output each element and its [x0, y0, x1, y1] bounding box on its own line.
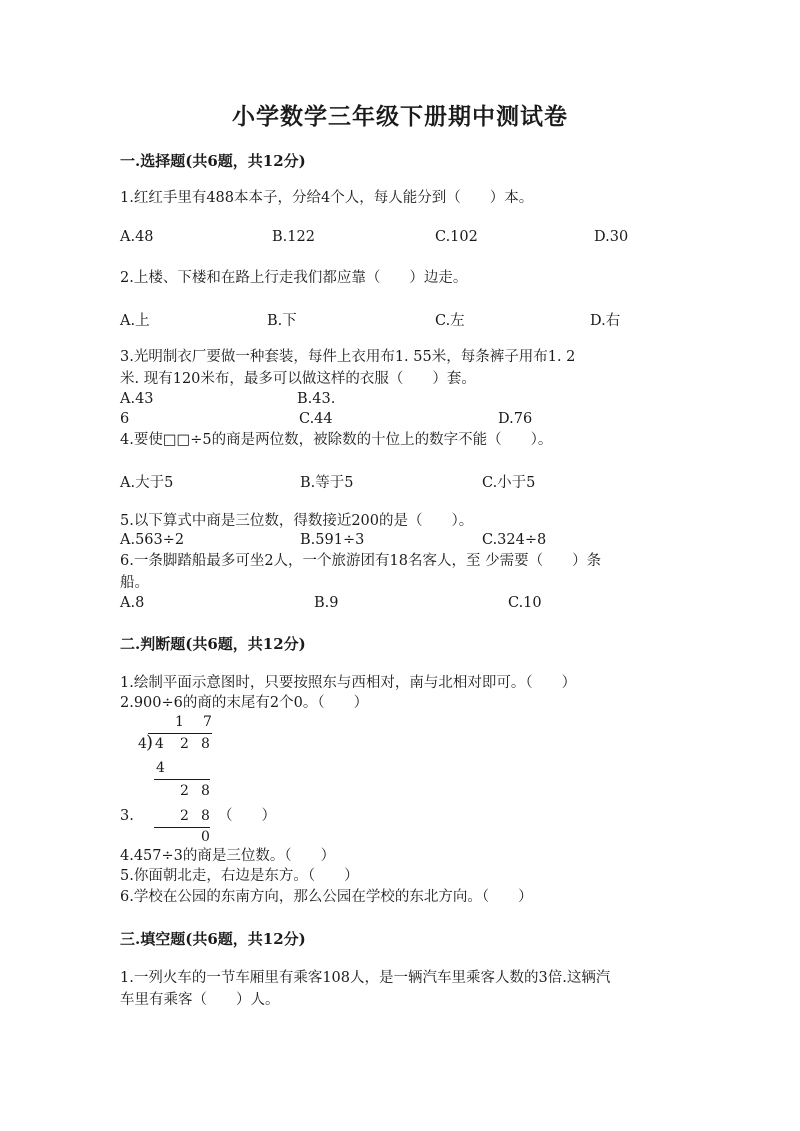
- option: C.102: [435, 229, 478, 245]
- option: C.左: [435, 313, 465, 329]
- step-digit: 8: [201, 808, 210, 824]
- option: B.591÷3: [300, 532, 365, 548]
- option: D.右: [590, 313, 621, 329]
- question-stem: 2.900÷6的商的末尾有2个0。（ ）: [120, 695, 369, 711]
- option: A.563÷2: [120, 532, 185, 548]
- remainder-digit: 0: [201, 829, 210, 845]
- quotient-digit: 1: [175, 714, 184, 730]
- dividend-digit: 2: [180, 736, 189, 752]
- option: A.上: [120, 313, 150, 329]
- dividend-digit: 8: [201, 736, 210, 752]
- question-stem-line: 船。: [120, 575, 149, 591]
- option: 6: [120, 411, 130, 427]
- step-digit: 2: [180, 808, 189, 824]
- question-stem-line: 米. 现有120米布，最多可以做这样的衣服（ ）套。: [120, 371, 476, 387]
- step-digit: 2: [180, 783, 189, 799]
- section-heading: 三.填空题(共6题，共12分): [120, 930, 306, 948]
- question-stem-line: 车里有乘客（ ）人。: [120, 992, 280, 1008]
- option: C.44: [299, 411, 333, 427]
- option: B.下: [267, 313, 297, 329]
- question-stem: 4.457÷3的商是三位数。（ ）: [120, 848, 336, 864]
- question-stem: 2.上楼、下楼和在路上行走我们都应靠（ ）边走。: [120, 270, 468, 286]
- page-title: 小学数学三年级下册期中测试卷: [232, 103, 568, 130]
- option: D.76: [498, 411, 533, 427]
- option: A.43: [120, 391, 154, 407]
- option: A.48: [120, 229, 154, 245]
- question-stem-line: 1.一列火车的一节车厢里有乘客108人，是一辆汽车里乘客人数的3倍.这辆汽: [120, 970, 611, 986]
- option: D.30: [594, 229, 629, 245]
- question-stem: 5.以下算式中商是三位数，得数接近200的是（ ）。: [120, 513, 474, 529]
- option: B.122: [272, 229, 315, 245]
- section-heading: 二.判断题(共6题，共12分): [120, 635, 306, 653]
- long-division-figure: [128, 712, 238, 847]
- divisor: 4: [138, 736, 147, 752]
- option: B.43.: [297, 391, 336, 407]
- division-bar: [148, 733, 212, 734]
- option: C.324÷8: [482, 532, 547, 548]
- question-stem: 5.你面朝北走，右边是东方。（ ）: [120, 868, 359, 884]
- quotient-digit: 7: [203, 714, 212, 730]
- question-number: 3.: [120, 808, 134, 824]
- question-stem-line: 3.光明制衣厂要做一种套装，每件上衣用布1. 55米，每条裤子用布1. 2: [120, 349, 576, 365]
- option: A.8: [120, 595, 145, 611]
- option: A.大于5: [120, 475, 174, 491]
- dividend-digit: 4: [155, 736, 164, 752]
- step-line: [154, 779, 210, 780]
- step-digit: 8: [201, 783, 210, 799]
- question-stem-line: 6.一条脚踏船最多可坐2人，一个旅游团有18名客人，至 少需要（ ）条: [120, 553, 602, 569]
- option: C.10: [508, 595, 542, 611]
- question-stem: 1.绘制平面示意图时，只要按照东与西相对，南与北相对即可。（ ）: [120, 675, 577, 691]
- section-heading: 一.选择题(共6题，共12分): [120, 152, 306, 170]
- answer-bracket: （ ）: [218, 808, 276, 824]
- question-stem: 1.红红手里有488本本子，分给4个人，每人能分到（ ）本。: [120, 190, 534, 206]
- division-bracket: ): [146, 732, 154, 753]
- step-line: [154, 827, 210, 828]
- question-stem: 4.要使□□÷5的商是两位数，被除数的十位上的数字不能（ ）。: [120, 432, 553, 448]
- step-digit: 4: [156, 760, 165, 776]
- option: B.等于5: [300, 475, 354, 491]
- option: C.小于5: [482, 475, 536, 491]
- option: B.9: [314, 595, 339, 611]
- question-stem: 6.学校在公园的东南方向，那么公园在学校的东北方向。（ ）: [120, 889, 533, 905]
